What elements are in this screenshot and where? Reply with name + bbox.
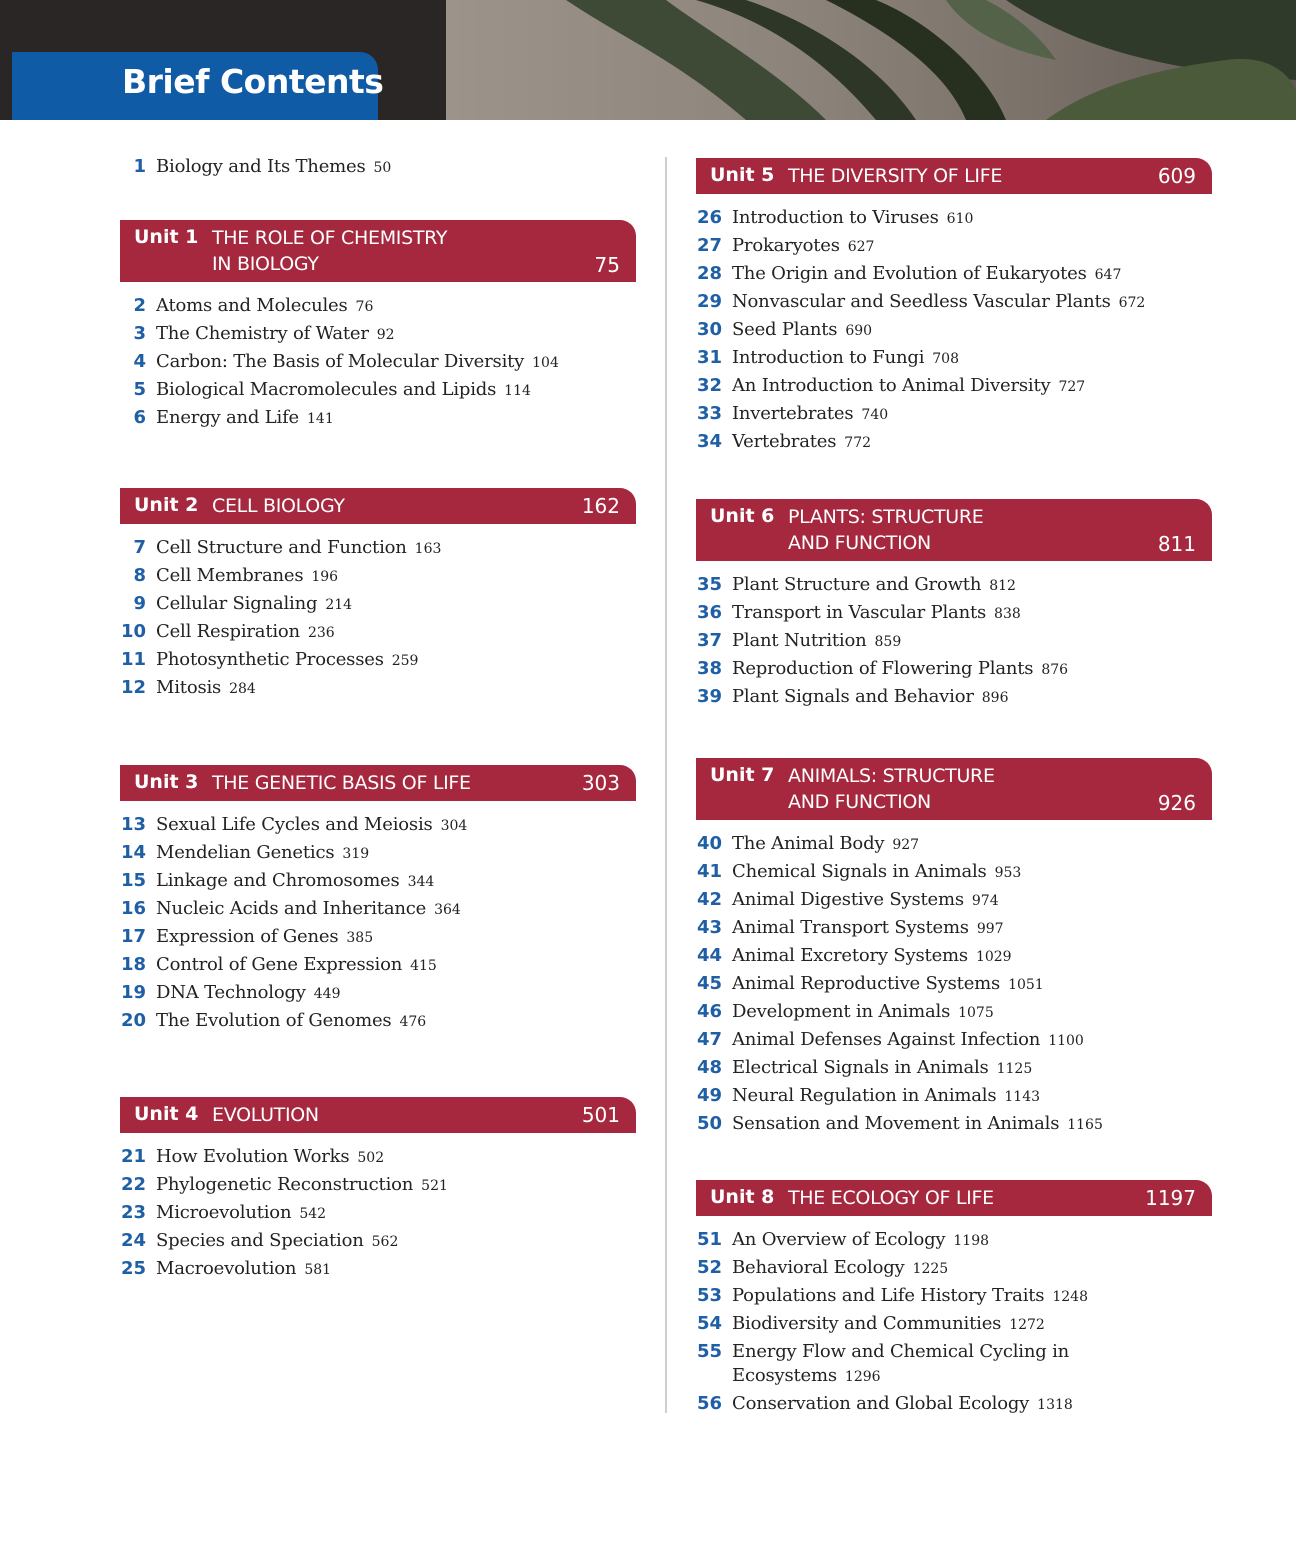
- chapter-title: Ecosystems: [732, 1365, 837, 1386]
- chapter-title: Phylogenetic Reconstruction: [156, 1174, 414, 1195]
- chapter-title: Biodiversity and Communities: [732, 1313, 1002, 1334]
- chapter-entry[interactable]: [696, 346, 959, 371]
- chapter-title: Mitosis: [156, 677, 222, 698]
- unit-header[interactable]: [696, 758, 1212, 820]
- chapter-number: 50: [696, 1113, 722, 1134]
- chapter-title: Control of Gene Expression: [156, 954, 403, 975]
- chapter-page: 953: [994, 865, 1022, 881]
- chapter-entry[interactable]: [696, 832, 919, 857]
- chapter-entry[interactable]: [696, 402, 888, 427]
- chapter-number: 41: [696, 861, 722, 882]
- chapter-entry[interactable]: [120, 981, 341, 1006]
- chapter-page: 896: [981, 690, 1009, 706]
- chapter-page: 1051: [1008, 977, 1044, 993]
- chapter-entry[interactable]: [696, 262, 1121, 287]
- unit-label: Unit 2: [134, 494, 199, 516]
- chapter-page: 259: [391, 653, 419, 669]
- chapter-number: 37: [696, 630, 722, 651]
- chapter-page: 927: [892, 837, 920, 853]
- unit-header[interactable]: [120, 220, 636, 282]
- chapter-entry[interactable]: [696, 1312, 1045, 1337]
- chapter-number: 46: [696, 1001, 722, 1022]
- unit-label: Unit 7: [710, 764, 775, 786]
- chapter-entry[interactable]: [120, 1145, 384, 1170]
- chapter-entry[interactable]: [696, 1256, 948, 1281]
- chapter-page: 50: [373, 160, 392, 176]
- chapter-page: 449: [313, 986, 341, 1002]
- chapter-title: An Introduction to Animal Diversity: [732, 375, 1051, 396]
- chapter-title: Macroevolution: [156, 1258, 297, 1279]
- chapter-entry[interactable]: [120, 1229, 398, 1254]
- chapter-page: 1125: [996, 1061, 1033, 1077]
- chapter-number: 10: [120, 621, 146, 642]
- unit-header[interactable]: [120, 765, 636, 801]
- chapter-number: 15: [120, 870, 146, 891]
- unit-title: ANIMALS: STRUCTURE AND FUNCTION: [788, 765, 995, 813]
- chapter-number: 36: [696, 602, 722, 623]
- chapter-entry[interactable]: [696, 1392, 1073, 1417]
- chapter-entry[interactable]: [696, 234, 874, 259]
- chapter-page: 344: [407, 874, 435, 890]
- unit-label: Unit 5: [710, 164, 775, 186]
- unit-title: THE GENETIC BASIS OF LIFE: [212, 772, 471, 794]
- unit-label: Unit 1: [134, 226, 199, 248]
- chapter-entry[interactable]: [120, 897, 461, 922]
- chapter-title: The Evolution of Genomes: [156, 1010, 392, 1031]
- unit-title: EVOLUTION: [212, 1104, 319, 1126]
- chapter-title: Chemical Signals in Animals: [732, 861, 987, 882]
- chapter-title: Photosynthetic Processes: [156, 649, 384, 670]
- chapter-title: Energy and Life: [156, 407, 299, 428]
- chapter-number: 45: [696, 973, 722, 994]
- chapter-page: 476: [399, 1014, 427, 1030]
- chapter-page: 562: [371, 1234, 399, 1250]
- unit-page: 75: [594, 253, 620, 277]
- chapter-entry[interactable]: [696, 206, 973, 231]
- chapter-number: 43: [696, 917, 722, 938]
- chapter-entry[interactable]: [696, 888, 999, 913]
- chapter-entry[interactable]: [696, 1000, 994, 1025]
- chapter-page: 859: [874, 634, 902, 650]
- unit-page: 501: [581, 1103, 620, 1127]
- chapter-page: 708: [932, 351, 959, 367]
- chapter-page: 1198: [953, 1233, 990, 1249]
- chapter-number: 16: [120, 898, 146, 919]
- chapter-entry[interactable]: [120, 294, 373, 319]
- chapter-page: 141: [307, 411, 334, 427]
- chapter-title: DNA Technology: [156, 982, 306, 1003]
- title-tab: [12, 52, 384, 120]
- chapter-entry[interactable]: [120, 648, 418, 673]
- unit-label: Unit 4: [134, 1103, 199, 1125]
- chapter-title: Cell Structure and Function: [156, 537, 407, 558]
- chapter-number: 47: [696, 1029, 722, 1050]
- chapter-title: Cell Membranes: [156, 565, 304, 586]
- chapter-number: 56: [696, 1393, 722, 1414]
- chapter-title: Introduction to Fungi: [732, 347, 925, 368]
- chapter-number: 24: [120, 1230, 146, 1251]
- chapter-number: 44: [696, 945, 722, 966]
- chapter-number: 13: [120, 814, 146, 835]
- chapter-entry[interactable]: [696, 1084, 1040, 1109]
- chapter-page: 521: [421, 1178, 448, 1194]
- chapter-entry[interactable]: [696, 629, 901, 654]
- chapter-title: Nonvascular and Seedless Vascular Plants: [732, 291, 1111, 312]
- chapter-number: 1: [133, 156, 146, 177]
- unit-header[interactable]: [120, 1097, 636, 1133]
- chapter-page: 236: [307, 625, 335, 641]
- chapter-page: 772: [844, 435, 872, 451]
- chapter-entry[interactable]: [696, 944, 1012, 969]
- chapter-page: 672: [1118, 295, 1146, 311]
- chapter-page: 812: [989, 578, 1016, 594]
- chapter-number: 53: [696, 1285, 722, 1306]
- chapter-entry[interactable]: [696, 1056, 1032, 1081]
- unit-header[interactable]: [120, 488, 636, 524]
- header-banner: [0, 0, 1296, 120]
- unit-title: THE ECOLOGY OF LIFE: [788, 1187, 994, 1209]
- chapter-entry[interactable]: [120, 322, 395, 347]
- chapter-entry[interactable]: [696, 1284, 1088, 1309]
- chapter-number: 9: [133, 593, 146, 614]
- chapter-number: 35: [696, 574, 722, 595]
- chapter-number: 54: [696, 1313, 722, 1334]
- chapter-page: 196: [311, 569, 339, 585]
- chapter-number: 21: [120, 1146, 146, 1167]
- chapter-entry[interactable]: [696, 290, 1145, 315]
- header-photo: [446, 0, 1296, 120]
- chapter-number: 8: [133, 565, 146, 586]
- chapter-page: 1165: [1067, 1117, 1103, 1133]
- chapter-title: How Evolution Works: [156, 1146, 350, 1167]
- chapter-page: 1075: [958, 1005, 994, 1021]
- chapter-page: 838: [994, 606, 1021, 622]
- chapter-number: 5: [133, 379, 146, 400]
- chapter-page: 997: [976, 921, 1004, 937]
- chapter-number: 27: [696, 235, 722, 256]
- chapter-entry[interactable]: [120, 378, 531, 403]
- chapter-entry[interactable]: [120, 925, 373, 950]
- chapter-title: The Animal Body: [732, 833, 885, 854]
- chapter-title: Species and Speciation: [156, 1230, 364, 1251]
- chapter-number: 11: [120, 649, 146, 670]
- chapter-number: 7: [133, 537, 146, 558]
- chapter-title: Animal Transport Systems: [732, 917, 969, 938]
- chapter-title: Animal Defenses Against Infection: [732, 1029, 1041, 1050]
- chapter-entry[interactable]: [120, 1009, 426, 1034]
- chapter-page: 385: [346, 930, 374, 946]
- chapter-title: Conservation and Global Ecology: [732, 1393, 1030, 1414]
- chapter-title: The Origin and Evolution of Eukaryotes: [732, 263, 1087, 284]
- chapter-entry[interactable]: [696, 430, 871, 455]
- chapter-page: 319: [342, 846, 370, 862]
- chapter-page: 876: [1041, 662, 1069, 678]
- chapter-title: Sexual Life Cycles and Meiosis: [156, 814, 433, 835]
- chapter-title: Neural Regulation in Animals: [732, 1085, 997, 1106]
- unit-label: Unit 6: [710, 505, 775, 527]
- chapter-number: 22: [120, 1174, 146, 1195]
- chapter-page: 104: [532, 355, 559, 371]
- chapter-title: Plant Signals and Behavior: [732, 686, 974, 707]
- chapter-title: Expression of Genes: [156, 926, 339, 947]
- chapter-entry[interactable]: [120, 406, 334, 431]
- unit-header[interactable]: [696, 499, 1212, 561]
- chapter-entry[interactable]: [696, 374, 1085, 399]
- chapter-title: Carbon: The Basis of Molecular Diversity: [156, 351, 525, 372]
- chapter-page: 1272: [1009, 1317, 1045, 1333]
- chapter-title: Sensation and Movement in Animals: [732, 1113, 1060, 1134]
- chapter-title: Cell Respiration: [156, 621, 300, 642]
- chapter-number: 12: [120, 677, 146, 698]
- chapter-number: 40: [696, 833, 722, 854]
- chapter-number: 14: [120, 842, 146, 863]
- chapter-title: Introduction to Viruses: [732, 207, 939, 228]
- chapter-title: Cellular Signaling: [156, 593, 318, 614]
- chapter-number: 19: [120, 982, 146, 1003]
- chapter-title: Electrical Signals in Animals: [732, 1057, 989, 1078]
- chapter-page: 163: [414, 541, 442, 557]
- chapter-number: 51: [696, 1229, 722, 1250]
- chapter-number: 23: [120, 1202, 146, 1223]
- chapter-page: 304: [440, 818, 468, 834]
- chapter-title: Mendelian Genetics: [156, 842, 335, 863]
- chapter-page: 415: [410, 958, 437, 974]
- chapter-number: 49: [696, 1085, 722, 1106]
- chapter-entry[interactable]: [120, 676, 256, 701]
- chapter-number: 29: [696, 291, 722, 312]
- unit-title: CELL BIOLOGY: [212, 495, 345, 517]
- chapter-entry[interactable]: [120, 1201, 326, 1226]
- chapter-number: 18: [120, 954, 146, 975]
- unit-header[interactable]: [696, 158, 1212, 194]
- chapter-number: 33: [696, 403, 722, 424]
- chapter-number: 6: [133, 407, 146, 428]
- chapter-entry[interactable]: [696, 972, 1044, 997]
- unit-header[interactable]: [696, 1180, 1212, 1216]
- chapter-title: Animal Excretory Systems: [732, 945, 968, 966]
- chapter-page: 1318: [1037, 1397, 1073, 1413]
- chapter-entry[interactable]: [696, 1028, 1084, 1053]
- chapter-page: 76: [355, 299, 374, 315]
- chapter-page: 502: [357, 1150, 385, 1166]
- chapter-entry[interactable]: [696, 860, 1021, 885]
- chapter-number: 34: [696, 431, 722, 452]
- unit-page: 1197: [1145, 1186, 1196, 1210]
- chapter-title: An Overview of Ecology: [732, 1229, 946, 1250]
- chapter-page: 542: [299, 1206, 327, 1222]
- chapter-page: 114: [504, 383, 531, 399]
- unit-title: THE DIVERSITY OF LIFE: [788, 165, 1003, 187]
- chapter-entry[interactable]: [120, 953, 437, 978]
- chapter-number: 48: [696, 1057, 722, 1078]
- chapter-entry[interactable]: [696, 916, 1004, 941]
- chapter-number: 20: [120, 1010, 146, 1031]
- chapter-page: 284: [229, 681, 256, 697]
- chapter-entry[interactable]: [120, 350, 559, 375]
- chapter-page: 1248: [1052, 1289, 1088, 1305]
- chapter-title: Invertebrates: [732, 403, 854, 424]
- chapter-title: Animal Digestive Systems: [732, 889, 964, 910]
- chapter-page: 740: [861, 407, 889, 423]
- chapter-page: 690: [845, 323, 873, 339]
- chapter-page: 581: [304, 1262, 332, 1278]
- chapter-entry[interactable]: [696, 1112, 1103, 1137]
- chapter-title: Biological Macromolecules and Lipids: [156, 379, 497, 400]
- chapter-title: Atoms and Molecules: [156, 295, 348, 316]
- chapter-title: Vertebrates: [732, 431, 837, 452]
- chapter-page: 974: [971, 893, 999, 909]
- chapter-page: 1225: [912, 1261, 949, 1277]
- chapter-title: Reproduction of Flowering Plants: [732, 658, 1034, 679]
- chapter-title: Prokaryotes: [732, 235, 840, 256]
- chapter-entry[interactable]: [696, 685, 1008, 710]
- chapter-number: 52: [696, 1257, 722, 1278]
- chapter-title: Transport in Vascular Plants: [732, 602, 987, 623]
- chapter-entry[interactable]: [120, 841, 369, 866]
- chapter-entry[interactable]: [120, 620, 335, 645]
- chapter-page: 214: [325, 597, 353, 613]
- chapter-number: 38: [696, 658, 722, 679]
- chapter-page: 364: [434, 902, 461, 918]
- page-title: Brief Contents: [122, 62, 384, 101]
- chapter-number: 3: [133, 323, 146, 344]
- chapter-page: 647: [1094, 267, 1122, 283]
- chapter-entry[interactable]: [120, 869, 434, 894]
- chapter-page: 610: [946, 211, 974, 227]
- chapter-entry[interactable]: [120, 1173, 448, 1198]
- chapter-number: 26: [696, 207, 722, 228]
- chapter-title: Behavioral Ecology: [732, 1257, 905, 1278]
- chapter-title: Development in Animals: [732, 1001, 951, 1022]
- unit-label: Unit 3: [134, 771, 199, 793]
- chapter-title: Plant Structure and Growth: [732, 574, 982, 595]
- unit-page: 303: [581, 771, 620, 795]
- chapter-title: Linkage and Chromosomes: [156, 870, 400, 891]
- unit-page: 609: [1157, 164, 1196, 188]
- chapter-title: Energy Flow and Chemical Cycling in: [732, 1341, 1070, 1362]
- chapter-entry[interactable]: [120, 592, 352, 617]
- chapter-page: 727: [1058, 379, 1086, 395]
- chapter-number: 32: [696, 375, 722, 396]
- chapter-number: 39: [696, 686, 722, 707]
- chapter-title: The Chemistry of Water: [156, 323, 369, 344]
- unit-page: 811: [1157, 532, 1196, 556]
- chapter-title-continuation: [732, 1364, 881, 1389]
- leaf-image-icon: [446, 0, 1296, 120]
- chapter-number: 28: [696, 263, 722, 284]
- chapter-number: 30: [696, 319, 722, 340]
- chapter-number: 42: [696, 889, 722, 910]
- chapter-entry[interactable]: [696, 1340, 1069, 1364]
- unit-label: Unit 8: [710, 1186, 775, 1208]
- unit-title: THE ROLE OF CHEMISTRY IN BIOLOGY: [212, 227, 448, 275]
- unit-page: 162: [581, 494, 620, 518]
- chapter-number: 2: [133, 295, 146, 316]
- chapter-entry[interactable]: [696, 318, 872, 343]
- chapter-title: Seed Plants: [732, 319, 838, 340]
- chapter-title: Animal Reproductive Systems: [732, 973, 1001, 994]
- chapter-number: 4: [133, 351, 146, 372]
- unit-title: PLANTS: STRUCTURE AND FUNCTION: [788, 506, 984, 554]
- chapter-number: 17: [120, 926, 146, 947]
- chapter-entry[interactable]: [696, 573, 1016, 598]
- column-divider: [665, 157, 667, 1413]
- chapter-entry[interactable]: [696, 1228, 989, 1253]
- chapter-title: Nucleic Acids and Inheritance: [156, 898, 427, 919]
- chapter-page: 627: [847, 239, 875, 255]
- chapter-entry[interactable]: [120, 536, 441, 561]
- chapter-number: 25: [120, 1258, 146, 1279]
- chapter-page: 1100: [1048, 1033, 1084, 1049]
- chapter-entry[interactable]: [120, 813, 467, 838]
- chapter-page: 1143: [1004, 1089, 1041, 1105]
- chapter-page: 92: [376, 327, 395, 343]
- chapter-title: Microevolution: [156, 1202, 292, 1223]
- chapter-title: Populations and Life History Traits: [732, 1285, 1045, 1306]
- chapter-entry[interactable]: [696, 657, 1068, 682]
- chapter-page: 1296: [844, 1369, 881, 1385]
- chapter-page: 1029: [975, 949, 1012, 965]
- chapter-entry[interactable]: [120, 564, 338, 589]
- chapter-entry[interactable]: [120, 1257, 331, 1282]
- chapter-entry[interactable]: [120, 155, 391, 180]
- chapter-title: Biology and Its Themes: [156, 156, 366, 177]
- chapter-title: Plant Nutrition: [732, 630, 867, 651]
- chapter-number: 55: [696, 1341, 722, 1362]
- chapter-entry[interactable]: [696, 601, 1021, 626]
- chapter-number: 31: [696, 347, 722, 368]
- unit-page: 926: [1157, 791, 1196, 815]
